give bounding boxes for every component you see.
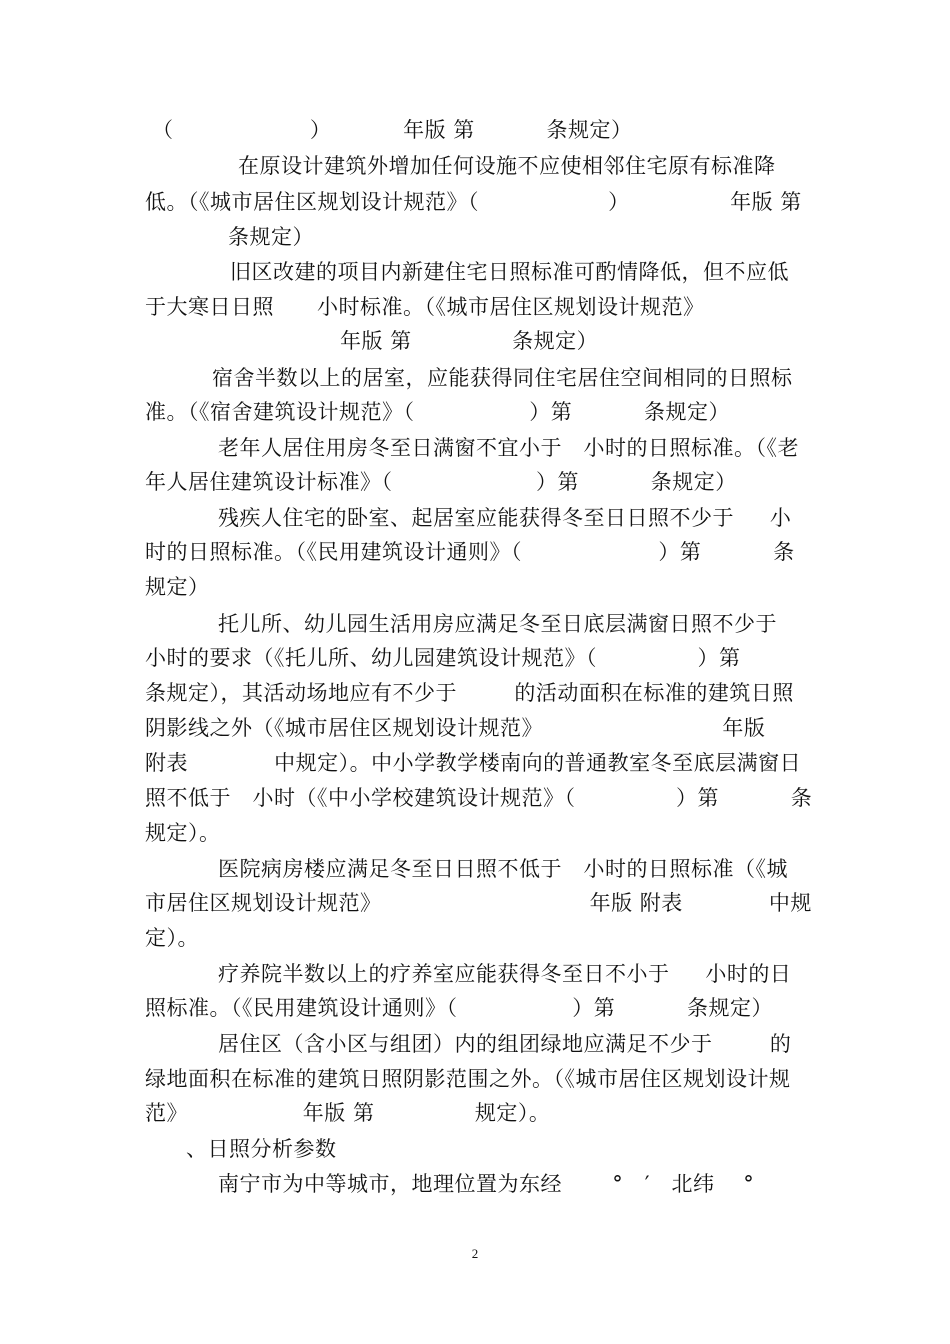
text-line: 市居住区规划设计规范》 年版 附表 中规	[145, 891, 812, 915]
text-line: 托儿所、幼儿园生活用房应满足冬至日底层满窗日照不少于	[218, 612, 777, 636]
text-line: 阴影线之外（《城市居住区规划设计规范》 年版	[145, 716, 766, 740]
text-line: 小时的要求（《托儿所、幼儿园建筑设计规范》（ ）第	[145, 646, 741, 670]
text-line: 准。（《宿舍建筑设计规范》（ ）第 条规定）	[145, 400, 731, 424]
text-line: 残疾人住宅的卧室、起居室应能获得冬至日日照不少于 小	[218, 506, 792, 530]
text-line: 年人居住建筑设计标准》（ ）第 条规定）	[145, 470, 737, 494]
text-line: 低。（《城市居住区规划设计规范》（ ） 年版 第	[145, 190, 802, 214]
text-line: 附表 中规定）。中小学教学楼南向的普通教室冬至底层满窗日	[145, 751, 802, 775]
text-line: 医院病房楼应满足冬至日日照不低于 小时的日照标准（《城	[218, 857, 789, 881]
text-line: 条规定），其活动场地应有不少于 的活动面积在标准的建筑日照	[145, 681, 794, 705]
text-line: 宿舍半数以上的居室，应能获得同住宅居住空间相同的日照标	[212, 366, 793, 390]
text-line: 旧区改建的项目内新建住宅日照标准可酌情降低，但不应低	[230, 260, 789, 284]
page-number: 2	[471, 1246, 479, 1261]
text-line: 于大寒日日照 小时标准。（《城市居住区规划设计规范》	[145, 295, 705, 319]
text-line: 定）。	[145, 926, 199, 950]
text-line: 绿地面积在标准的建筑日照阴影范围之外。（《城市居住区规划设计规	[145, 1067, 791, 1091]
text-line: 时的日照标准。（《民用建筑设计通则》（ ）第 条	[145, 540, 795, 564]
text-line: 疗养院半数以上的疗养室应能获得冬至日不小于 小时的日	[218, 962, 792, 986]
text-line: 范》 年版 第 规定）。	[145, 1101, 551, 1125]
text-line: 照不低于 小时（《中小学校建筑设计规范》（ ）第 条	[145, 786, 813, 810]
text-line: 年版 第 条规定）	[340, 329, 599, 353]
text-line: 照标准。（《民用建筑设计通则》（ ）第 条规定）	[145, 996, 774, 1020]
text-line: 居住区（含小区与组团）内的组团绿地应满足不少于 的	[218, 1032, 792, 1056]
text-line: 规定）。	[145, 821, 221, 845]
text-line: 在原设计建筑外增加任何设施不应使相邻住宅原有标准降	[238, 154, 776, 178]
section-heading: 、日照分析参数	[186, 1137, 337, 1161]
text-line: 条规定）	[228, 225, 314, 249]
text-line: 老年人居住用房冬至日满窗不宜小于 小时的日照标准。（《老	[218, 436, 800, 460]
text-line: 规定）	[145, 575, 210, 599]
text-line: （ ） 年版 第 条规定）	[152, 118, 633, 142]
text-line: 南宁市为中等城市，地理位置为东经 ° ′ 北纬 °	[218, 1172, 755, 1196]
